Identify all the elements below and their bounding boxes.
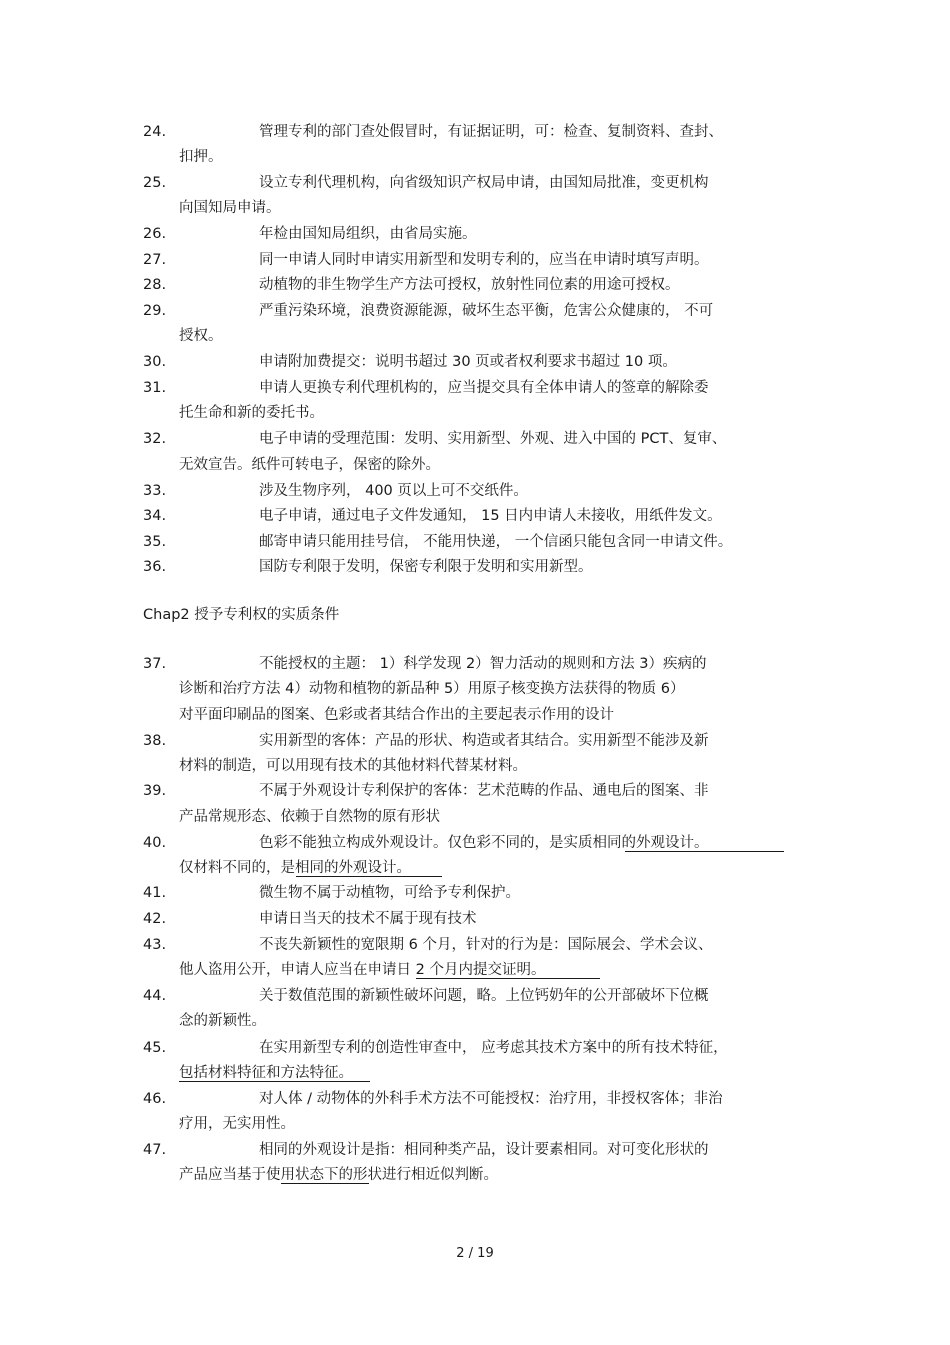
item-text-continued: 包括材料特征和方法特征。 <box>179 1065 353 1081</box>
underline-mark <box>281 1183 369 1184</box>
item-text: 关于数值范围的新颖性破坏问题，略。上位钙奶年的公开部破坏下位概 <box>259 988 709 1004</box>
item-text: 同一申请人同时申请实用新型和发明专利的，应当在申请时填写声明。 <box>259 252 709 268</box>
chapter-heading: Chap2 授予专利权的实质条件 <box>143 607 340 623</box>
item-text: 实用新型的客体：产品的形状、构造或者其结合。实用新型不能涉及新 <box>259 733 709 749</box>
item-text: 国防专利限于发明，保密专利限于发明和实用新型。 <box>259 559 593 575</box>
item-number: 39. <box>143 783 167 799</box>
item-text: 涉及生物序列， 400 页以上可不交纸件。 <box>259 483 528 499</box>
item-text-continued: 产品常规形态、依赖于自然物的原有形状 <box>179 809 440 825</box>
item-text-continued: 他人盗用公开，申请人应当在申请日 2 个月内提交证明。 <box>179 962 546 978</box>
item-text: 色彩不能独立构成外观设计。仅色彩不同的，是实质相同的外观设计。 <box>259 835 709 851</box>
item-number: 46. <box>143 1091 167 1107</box>
item-text-continued: 念的新颖性。 <box>179 1013 266 1029</box>
item-text: 不属于外观设计专利保护的客体：艺术范畴的作品、通电后的图案、非 <box>259 783 709 799</box>
item-number: 26. <box>143 226 167 242</box>
item-number: 43. <box>143 937 167 953</box>
item-text: 设立专利代理机构，向省级知识产权局申请，由国知局批准，变更机构 <box>259 175 709 191</box>
page-number: 2 / 19 <box>456 1246 494 1261</box>
item-text-continued: 疗用，无实用性。 <box>179 1116 295 1132</box>
item-text: 严重污染环境，浪费资源能源，破坏生态平衡，危害公众健康的， 不可 <box>259 303 714 319</box>
item-number: 32. <box>143 431 167 447</box>
item-number: 35. <box>143 534 167 550</box>
item-text: 申请日当天的技术不属于现有技术 <box>259 911 477 927</box>
item-number: 37. <box>143 656 167 672</box>
item-text: 对人体 / 动物体的外科手术方法不可能授权：治疗用，非授权客体；非治 <box>259 1091 723 1107</box>
item-number: 40. <box>143 835 167 851</box>
item-text-continued: 无效宣告。纸件可转电子，保密的除外。 <box>179 457 440 473</box>
item-number: 38. <box>143 733 167 749</box>
item-number: 45. <box>143 1040 167 1056</box>
item-number: 31. <box>143 380 167 396</box>
underline-mark <box>296 876 442 877</box>
underline-mark <box>625 851 784 852</box>
item-text-continued: 向国知局申请。 <box>179 200 281 216</box>
item-number: 30. <box>143 354 167 370</box>
item-text-continued: 对平面印刷品的图案、色彩或者其结合作出的主要起表示作用的设计 <box>179 707 614 723</box>
item-text: 不能授权的主题： 1）科学发现 2）智力活动的规则和方法 3）疾病的 <box>259 656 707 672</box>
item-number: 24. <box>143 124 167 140</box>
item-number: 41. <box>143 885 167 901</box>
item-text: 申请人更换专利代理机构的，应当提交具有全体申请人的签章的解除委 <box>259 380 709 396</box>
item-text: 申请附加费提交：说明书超过 30 页或者权利要求书超过 10 项。 <box>259 354 677 370</box>
item-text: 电子申请，通过电子文件发通知， 15 日内申请人未接收，用纸件发文。 <box>259 508 722 524</box>
item-text: 动植物的非生物学生产方法可授权，放射性同位素的用途可授权。 <box>259 277 680 293</box>
item-text: 不丧失新颖性的宽限期 6 个月，针对的行为是：国际展会、学术会议、 <box>259 937 713 953</box>
item-text: 在实用新型专利的创造性审查中， 应考虑其技术方案中的所有技术特征， <box>259 1040 728 1056</box>
item-text: 邮寄申请只能用挂号信， 不能用快递， 一个信函只能包含同一申请文件。 <box>259 534 733 550</box>
item-text: 管理专利的部门查处假冒时，有证据证明，可：检查、复制资料、查封、 <box>259 124 723 140</box>
item-number: 29. <box>143 303 167 319</box>
item-text-continued: 托生命和新的委托书。 <box>179 405 324 421</box>
underline-mark <box>179 1081 370 1082</box>
item-number: 25. <box>143 175 167 191</box>
item-text-continued: 诊断和治疗方法 4）动物和植物的新品种 5）用原子核变换方法获得的物质 6） <box>179 681 685 697</box>
underline-mark <box>416 978 600 979</box>
item-text-continued: 扣押。 <box>179 149 223 165</box>
item-text-continued: 授权。 <box>179 328 223 344</box>
item-text-continued: 产品应当基于使用状态下的形状进行相近似判断。 <box>179 1167 498 1183</box>
item-text: 电子申请的受理范围：发明、实用新型、外观、进入中国的 PCT、复审、 <box>259 431 727 447</box>
item-text: 年检由国知局组织，由省局实施。 <box>259 226 477 242</box>
item-number: 27. <box>143 252 167 268</box>
item-text-continued: 材料的制造，可以用现有技术的其他材料代替某材料。 <box>179 758 527 774</box>
item-text: 相同的外观设计是指：相同种类产品，设计要素相同。对可变化形状的 <box>259 1142 709 1158</box>
item-number: 42. <box>143 911 167 927</box>
item-number: 36. <box>143 559 167 575</box>
item-number: 34. <box>143 508 167 524</box>
item-text-continued: 仅材料不同的，是相同的外观设计。 <box>179 860 411 876</box>
item-number: 44. <box>143 988 167 1004</box>
item-number: 33. <box>143 483 167 499</box>
item-number: 28. <box>143 277 167 293</box>
item-text: 微生物不属于动植物，可给予专利保护。 <box>259 885 520 901</box>
item-number: 47. <box>143 1142 167 1158</box>
